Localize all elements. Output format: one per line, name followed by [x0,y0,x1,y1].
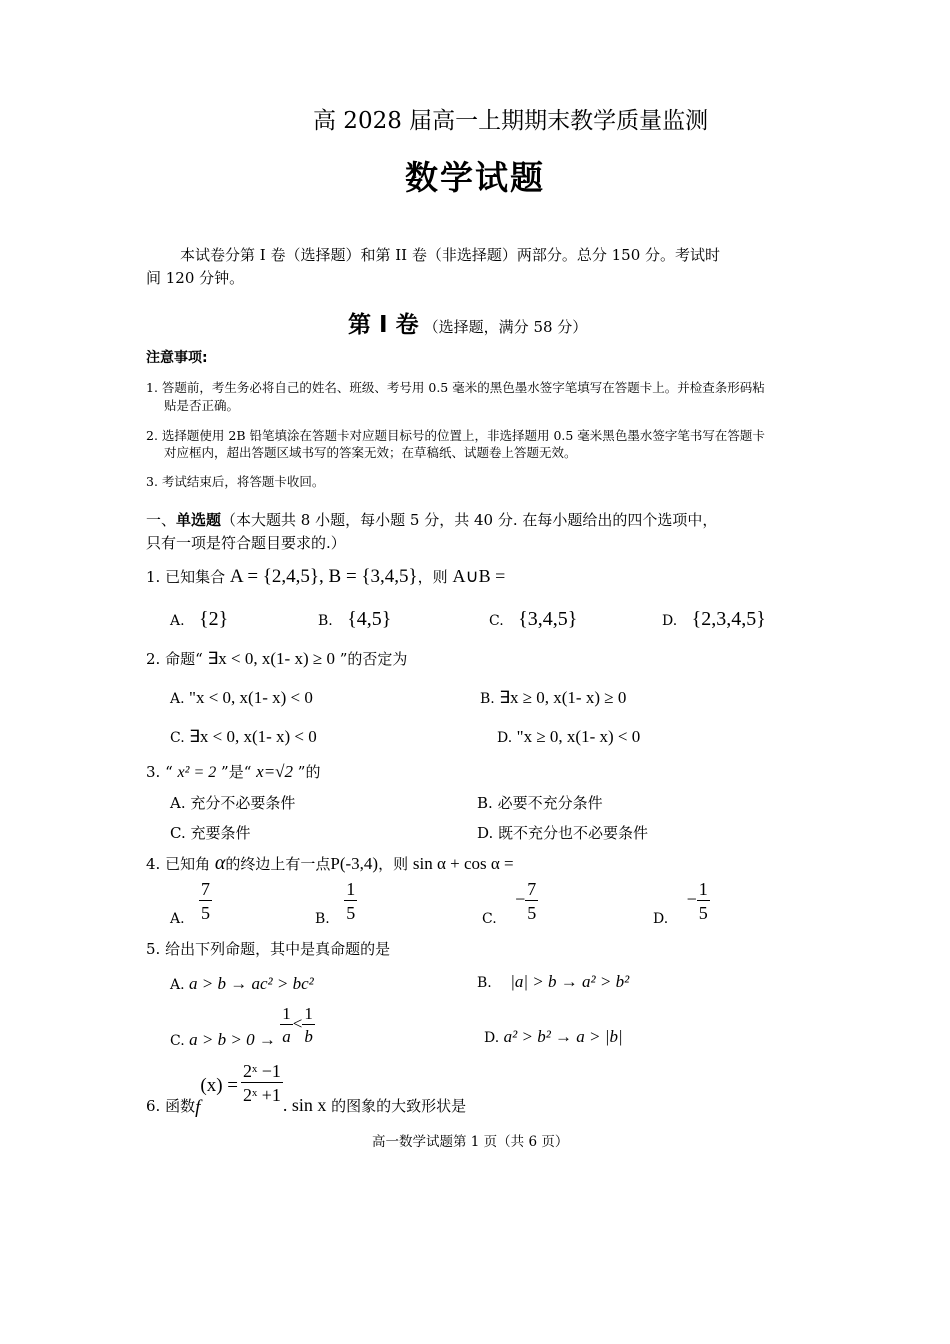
option-value: ∃x ≥ 0, x(1- x) ≥ 0 [499,688,627,707]
question-math-tail: A∪B = [452,566,506,586]
intro-line-2: 间 120 分钟。 [146,269,245,287]
question-1 [146,566,505,588]
option-label: B. [480,691,495,707]
question-point: P(-3,4) [330,854,379,873]
q1-option-c[interactable] [489,608,577,631]
function-mult: . sin x [282,1095,327,1115]
quote-open: “ [165,763,173,781]
notice-item-3: 3. 考试结束后，将答题卡收回。 [146,474,325,489]
q2-option-a[interactable] [170,688,313,708]
question-stem: 已知角 [165,855,211,873]
function-f: f [195,1097,201,1118]
option-value: 充分不必要条件 [190,794,296,812]
q5-option-b[interactable] [477,972,629,992]
question-number: 6. [146,1097,161,1115]
option-value: ∃x < 0, x(1- x) < 0 [189,727,317,746]
exam-title: 数学试题 [405,158,545,197]
q4-option-a[interactable] [170,880,212,927]
option-value: 充要条件 [190,824,251,842]
alpha-symbol: α [214,852,226,874]
q2-option-b[interactable] [480,688,626,708]
question-stem-tail: ”的 [297,763,321,781]
notice-item-2-line-2: 对应框内，超出答题区域书写的答案无效；在草稿纸、试题卷上答题无效。 [164,445,577,460]
option-label: B. [315,911,330,927]
question-stem-connector: ，则 [417,568,448,586]
question-4 [146,852,514,875]
option-label: D. [662,613,678,629]
option-label: A. [170,794,186,812]
option-value: {4,5} [347,608,392,630]
fraction-denominator: 2ˣ +1 [243,1085,281,1105]
question-number: 1. [146,568,161,586]
function-arg: (x) = [200,1075,239,1096]
fraction-denominator: a [282,1027,291,1046]
question-3 [146,761,320,782]
notice-item-1-line-1: 1. 答题前，考生务必将自己的姓名、班级、考号用 0.5 毫米的黑色墨水签字笔填写在答题卡上。并检查条形码粘 [146,380,765,395]
question-math: A = {2,4,5}, B = {3,4,5} [229,566,418,587]
question-math-1: x² = 2 [177,764,217,781]
question-number: 2. [146,650,161,668]
option-value: {3,4,5} [518,608,578,630]
option-label: C. [482,911,497,927]
option-label: A. [170,691,185,707]
q2-option-d[interactable] [497,727,640,747]
question-stem: 函数 [165,1097,196,1115]
question-number: 4. [146,855,161,873]
intro-line-1: 本试卷分第 I 卷（选择题）和第 II 卷（非选择题）两部分。总分 150 分。考试时 [180,246,721,264]
fraction-denominator: 5 [698,903,708,923]
option-sign: − [686,889,697,909]
option-label: B. [477,794,493,812]
question-stem-2: 的终边上有一点 [225,855,331,873]
section1-desc: （本大题共 8 小题，每小题 5 分，共 40 分. 在每小题给出的四个选项中， [221,511,718,529]
option-label: A. [170,613,185,629]
q1-option-d[interactable] [662,608,766,631]
option-value: a > b → ac² > bc² [189,974,314,993]
option-label: D. [653,911,669,927]
q3-option-d[interactable] [477,822,648,843]
function-fraction [241,1062,283,1104]
q4-option-c[interactable] [482,880,538,927]
part1-title: 第 I 卷 [348,312,419,338]
q1-option-a[interactable] [170,608,228,631]
option-label: A. [170,977,185,993]
option-label: B. [477,975,492,991]
q3-option-c[interactable] [170,822,251,843]
option-fraction [525,880,538,922]
option-label: A. [170,911,185,927]
q5-option-c[interactable] [170,1005,315,1050]
question-stem-connector: ，则 [378,855,409,873]
question-5 [146,938,390,959]
option-fraction [344,880,357,922]
option-value: a > b > 0 → [189,1030,276,1049]
fraction-numerator: 2ˣ −1 [243,1061,281,1081]
q5-option-d[interactable] [484,1027,623,1047]
question-math-tail: sin α + cos α = [412,854,514,873]
less-than: < [292,1014,303,1033]
section1-prefix: 一、 [146,511,177,529]
q3-option-a[interactable] [170,792,295,813]
exam-subtitle: 高 2028 届高一上期期末教学质量监测 [313,108,709,134]
question-6 [146,1062,466,1119]
fraction-denominator: 5 [527,903,537,923]
option-label: C. [170,824,186,842]
question-math-2: x=√2 [256,762,294,781]
q4-option-b[interactable] [315,880,357,927]
option-label: C. [170,1033,185,1049]
option-value: {2} [199,608,229,630]
option-value: |a| > b → a² > b² [510,972,630,991]
q5-option-a[interactable] [170,974,314,994]
part1-heading [348,306,587,339]
option-label: C. [170,730,185,746]
fraction-denominator: b [304,1027,313,1046]
option-label: B. [318,613,333,629]
notice-heading: 注意事项: [146,350,208,366]
question-stem-mid: ”是“ [221,763,252,781]
notice-item-2-line-1: 2. 选择题使用 2B 铅笔填涂在答题卡对应题目标号的位置上，非选择题用 0.5 毫米黑色墨水签字笔书写在答题卡 [146,428,765,443]
q2-option-c[interactable] [170,727,317,747]
option-label: D. [497,730,513,746]
question-stem: 给出下列命题，其中是真命题的是 [165,940,391,958]
fraction-numerator: 1 [304,1004,313,1023]
notice-item-1-line-2: 贴是否正确。 [164,398,240,413]
fraction-numerator: 1 [346,879,356,899]
page-footer: 高一数学试题第 1 页（共 6 页） [372,1134,569,1150]
section1-title: 单选题 [176,511,222,529]
fraction-numerator: 1 [698,879,708,899]
option-sign: − [515,889,526,909]
q4-option-d[interactable] [653,880,710,927]
question-math: ∃x < 0, x(1- x) ≥ 0 [207,649,335,668]
option-fraction [697,880,710,922]
question-stem: 已知集合 [165,568,226,586]
section1-header [146,509,717,530]
fraction-numerator: 1 [282,1004,291,1023]
option-value: a² > b² → a > |b| [503,1027,623,1046]
option-label: D. [484,1030,500,1046]
option-label: D. [477,824,494,842]
option-value: 既不充分也不必要条件 [498,824,649,842]
q3-option-b[interactable] [477,792,603,813]
fraction-denominator: 5 [346,903,356,923]
part1-note: （选择题，满分 58 分） [423,318,588,336]
question-number: 3. [146,763,161,781]
option-value: 必要不充分条件 [497,794,603,812]
question-stem: 命题“ [165,650,203,668]
option-value: {2,3,4,5} [691,608,766,630]
fraction-numerator: 7 [201,879,211,899]
question-stem-tail: ”的否定为 [339,650,408,668]
fraction-denominator: 5 [201,903,211,923]
section1-desc-line-2: 只有一项是符合题目要求的.） [146,534,346,552]
question-stem-tail: 的图象的大致形状是 [331,1097,467,1115]
option-fraction [199,880,212,922]
option-label: C. [489,613,504,629]
fraction-numerator: 7 [527,879,537,899]
q1-option-b[interactable] [318,608,391,631]
question-number: 5. [146,940,161,958]
option-value: "x ≥ 0, x(1- x) < 0 [516,727,641,746]
fraction-1-over-a [280,1005,293,1045]
fraction-1-over-b [302,1005,315,1045]
question-2 [146,648,407,669]
option-value: "x < 0, x(1- x) < 0 [189,688,313,707]
